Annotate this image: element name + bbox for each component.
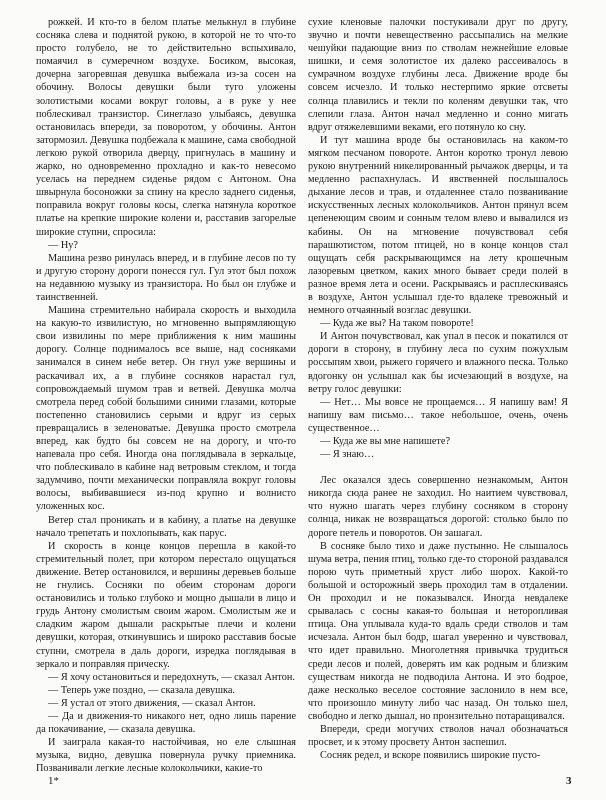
paragraph: Впереди, среди могучих стволов начал обозначаться просвет, и к этому просвету Антон заспешил. xyxy=(308,723,568,749)
paragraph: И заиграла какая-то настойчивая, но еле слышная музыка, видно, девушка повернула ручку приемника. Позванивали легкие лесные колокольчики, какие-то xyxy=(36,737,296,775)
paragraph: Лес оказался здесь совершенно незнакомым, Антон никогда сюда ранее не заходил. Но наитием чувствовал, что нужно шагать через глубину сосняком в сторону солнца, никак не возвращаться дорогой: столько было по дороге петель и поворотов. Он зашагал. xyxy=(308,475,568,539)
paragraph: сухие кленовые палочки постукивали друг по другу, звучно и почти невещественно рассыпались на мелкие чешуйки падающие вниз по стволам нежнейшие еловые шишки, и семя золотистое их далеко рассеивалось в сумрачном воздухе глубины леса. Движение вроде бы совсем исчезло. И только нестерпимо яркие отсветы солнца плавились и текли по коленям девушки так, что слепили глаза. Антон начал медленно и сонно мигать вдруг отяжелевшими веками, его потянуло ко сну. xyxy=(308,17,568,133)
dialogue-line: — Да и движения-то никакого нет, одно лишь парение да покачивание, — сказала девушка. xyxy=(36,710,296,736)
paragraph: И тут машина вроде бы остановилась на каком-то мягком песчаном повороте. Антон коротко тронул левою рукою внутренний никелированный рычажок дверцы, и та медленно распахнулась. И явственней послышалось дыхание лесов и трав, и отдаленнее стало позванивание искусственных лесных колокольчиков. Антон прянул всем цепенеющим своим и сонным телом влево и вывалился из кабины. Он на мгновение почувствовал себя парашютистом, потом птицей, но в конце концов стал ощущать себя раскрывающимся на лету крошечным лазоревым цветком, каких много бывает среди полей в разное время лета и осени. Раскрываясь и расплескиваясь в воздухе, Антон услышал где-то вдалеке тревожный и немного отчаянный возглас девушки. xyxy=(308,134,568,317)
dialogue-line: — Я хочу остановиться и передохнуть, — сказал Антон. xyxy=(48,671,295,683)
paragraph: В сосняке было тихо и даже пустынно. Не слышалось шума ветра, пения птиц, только где-то стороной раздавался порою чуть приметный хруст либо шорох. Какой-то большой и осторожный зверь проходил там в отдалении. Он проходил и не показывался. Иногда невдалеке срывалась с сосны какая-то большая и неторопливая птица. Она уплывала куда-то вдаль среди стволов и там исчезала. Антон был бодр, шагал уверенно и чувствовал, что идет правильно. Многолетняя привычка трудиться среди лесов и полей, доверять им как родным и близким существам никогда не подводила Антона. И это бодрое, даже несколько веселое состояние заслонило в нем все, что произошло минуту либо час назад. Он только шел, свободно и легко дышал, но пронзительно потаращивался. xyxy=(308,540,568,722)
paragraph: Сосняк редел, и вскоре появились широкие пусто- xyxy=(320,750,541,762)
paragraph: Машина резво ринулась вперед, и в глубине лесов по ту и другую сторону дороги понесся гул. Гул этот был похож на недавнюю музыку из транзистора. Но был он глубже и таинственней. xyxy=(36,252,296,303)
dialogue-line: — Теперь уже поздно, — сказала девушка. xyxy=(48,684,235,696)
dialogue-line: — Я устал от этого движения, — сказал Антон. xyxy=(48,697,256,709)
text-column-right xyxy=(308,16,568,762)
dialogue-line: — Ну? xyxy=(48,239,78,251)
dialogue-line: — Я знаю… xyxy=(320,449,375,461)
dialogue-line: — Куда же вы? На таком повороте! xyxy=(320,318,474,330)
paragraph: Ветер стал проникать и в кабину, а платье на девушке начало трепетать и похлопывать, как парус. xyxy=(36,514,296,539)
signature-mark: 1* xyxy=(48,775,59,787)
dialogue-line: — Куда же вы мне напишете? xyxy=(320,436,451,447)
text-column-left xyxy=(36,16,296,775)
paragraph: рожкей. И кто-то в белом платье мелькнул в глубине сосняка слева и поднятой рукою, в которой не то что-то просто голубело, не то действительно вспыхивало, помаячил в сумеречном воздухе. Босиком, высокая, дочерна загоревшая девушка выбежала из-за сосен на обочину. Волосы девушки были туго уложены золотистыми косами вокруг головы, а в руке у нее поблескивал транзистор. Синеглазо улыбаясь, девушка остановилась впереди, за поворотом, у обочины. Антон затормозил. Девушка подбежала к машине, сама свободной легкою рукой отворила дверцу, пригнулась в машину и жарко, но одновременно прохладно и как-то невесомо уселась на переднем сиденье рядом с Антоном. Она швырнула босоножки за спину на кресло заднего сиденья, поправила вокруг головы косы, слегка натянула короткое платье на крепкие широкие колени и, расставив загорелые широкие ступни, спросила: xyxy=(36,17,296,238)
dialogue-line: — Нет… Мы вовсе не прощаемся… Я напишу вам! Я напишу вам письмо… такое небольшое, очень, очень существенное… xyxy=(308,396,568,434)
paragraph: Машина стремительно набирала скорость и выходила на какую-то извилистую, но мгновенно выпрямляющую свои извилины по мере приближения к ним машины дорогу. Солнце поднималось все выше, над сосняками занимался в синем небе ветер. Он гнул уже вершины и раскачивал их, а в глубине сосняков нарастал гул, сопровождаемый шумом трав и ветвей. Девушка молча смотрела перед собой большими синими глазами, которые постепенно становились серыми и вдруг из серых превращались в зеленоватые. Девушка просто смотрела вперед, как будто бы совсем не на дорогу, и что-то напевала про себя. Иногда она поглядывала в зеркальце, что поблескивало в кабине над ветровым стеклом, и тогда задумчиво, почти механически поправляла вокруг головы волосы, выбивавшиеся из-под крупно и волнисто уложенных кос. xyxy=(36,305,296,513)
paragraph: И Антон почувствовал, как упал в песок и покатился от дороги в сторону, в глубину леса по сухим пожухлым россыпям хвои, рыжего горячего и влажного песка. Только вдогонку он услышал как бы исчезающий в воздухе, на ветру голос девушки: xyxy=(308,331,568,395)
paragraph: И скорость в конце концов перешла в какой-то стремительный полет, при котором перестало ощущаться движение. Ветер остановился, и вершины деревьев больше не гнулись. Сосняки по обеим сторонам дороги остановились и только глубоко и мощно дышали в лицо и грудь Антону смолистым своим жаром. Смолистым же и сладким жаром дышали раскрытые плечи и колени девушки, которая, откинувшись и широко расставив босые ступни, смотрела в даль дороги, изредка поглядывая в зеркало и поправляя прическу. xyxy=(36,540,296,670)
page-number: 3 xyxy=(566,775,572,787)
